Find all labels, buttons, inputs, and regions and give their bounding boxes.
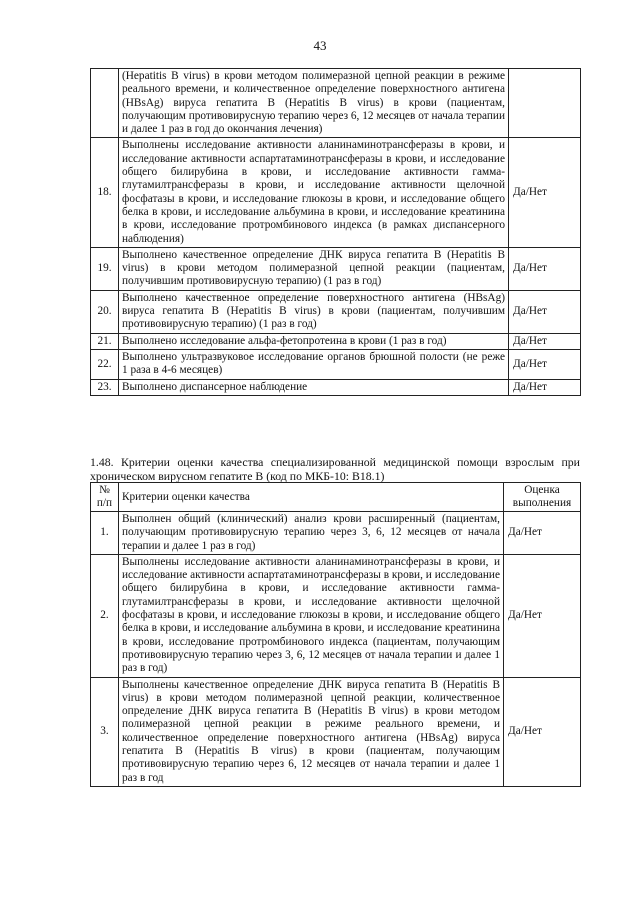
criterion-text: Выполнены исследование активности аланинаминотрансферазы в крови, и исследование активности аспартатаминотрансферазы в крови, и исследование общего билирубина в крови, и исследование активности гамма-глутамилтрансферазы в крови, и исследование активности щелочной фосфатазы в крови, и исследование глюкозы в крови, и исследование общего белка в крови, и исследование альбумина в крови, и исследование креатинина в крови, исследование протромбинового индекса (пациентам, получающим противовирусную терапию через 3, 6, 12 месяцев от начала терапии и далее 1 раз в год) xyxy=(119,554,504,677)
table-row xyxy=(91,69,581,138)
result-value: Да/Нет xyxy=(509,138,581,247)
table-row xyxy=(91,512,581,555)
row-number: 19. xyxy=(91,247,119,290)
table-row xyxy=(91,290,581,333)
column-header-result: Оценка выполнения xyxy=(504,483,581,512)
result-value: Да/Нет xyxy=(509,290,581,333)
table-row xyxy=(91,379,581,395)
table-header-row xyxy=(91,483,581,512)
table-row xyxy=(91,333,581,349)
page-number: 43 xyxy=(313,38,327,53)
section-heading: 1.48. Критерии оценки качества специализированной медицинской помощи взрослым при хроническом вирусном гепатите В (код по МКБ-10: B18.1) xyxy=(90,455,580,483)
criterion-text: Выполнено качественное определение ДНК вируса гепатита В (Hepatitis B virus) в крови методом полимеразной цепной реакции (пациентам, получившим противовирусную терапию) (1 раз в год) xyxy=(119,247,509,290)
table-row xyxy=(91,677,581,786)
result-value: Да/Нет xyxy=(509,247,581,290)
result-value: Да/Нет xyxy=(509,333,581,349)
result-value: Да/Нет xyxy=(504,512,581,555)
row-number: 3. xyxy=(91,677,119,786)
row-number: 22. xyxy=(91,349,119,379)
criterion-text: Выполнен общий (клинический) анализ крови расширенный (пациентам, получающим противовирусную терапию через 3, 6, 12 месяцев от начала терапии и далее 1 раз в год) xyxy=(119,512,504,555)
criterion-text: Выполнено качественное определение поверхностного антигена (HBsAg) вируса гепатита В (Hepatitis B virus) в крови (пациентам, получившим противовирусную терапию) (1 раз в год) xyxy=(119,290,509,333)
row-number xyxy=(91,69,119,138)
table-row xyxy=(91,349,581,379)
row-number: 18. xyxy=(91,138,119,247)
criterion-text: Выполнено исследование альфа-фетопротеина в крови (1 раз в год) xyxy=(119,333,509,349)
result-value: Да/Нет xyxy=(509,379,581,395)
criterion-text: Выполнены качественное определение ДНК вируса гепатита В (Hepatitis B virus) в крови методом полимеразной цепной реакции, количественное определение ДНК вируса гепатита В (Hepatitis B virus) в крови методом полимеразной цепной реакции в режиме реального времени, и количественное определение поверхностного антигена (HBsAg) вируса гепатита В (Hepatitis B virus) в крови (пациентам, получающим противовирусную терапию через 6, 12 месяцев от начала терапии и далее 1 раз в год xyxy=(119,677,504,786)
row-number: 2. xyxy=(91,554,119,677)
result-value xyxy=(509,69,581,138)
criterion-text: Выполнено ультразвуковое исследование органов брюшной полости (не реже 1 раза в 4-6 месяцев) xyxy=(119,349,509,379)
row-number: 23. xyxy=(91,379,119,395)
table-row xyxy=(91,554,581,677)
result-value: Да/Нет xyxy=(509,349,581,379)
row-number: 21. xyxy=(91,333,119,349)
table-row xyxy=(91,247,581,290)
criterion-text: Выполнено диспансерное наблюдение xyxy=(119,379,509,395)
criterion-text: (Hepatitis B virus) в крови методом полимеразной цепной реакции в режиме реального времени, и количественное определение поверхностного антигена (HBsAg) вируса гепатита В (Hepatitis B virus) в крови (пациентам, получающим противовирусную терапию через 6, 12 месяцев от начала терапии и далее 1 раз в год до окончания лечения) xyxy=(119,69,509,138)
result-value: Да/Нет xyxy=(504,554,581,677)
table-row xyxy=(91,138,581,247)
criterion-text: Выполнены исследование активности аланинаминотрансферазы в крови, и исследование активности аспартатаминотрансферазы в крови, и исследование общего билирубина в крови, и исследование активности гамма-глутамилтрансферазы в крови, и исследование активности щелочной фосфатазы в крови, и исследование глюкозы в крови, и исследование общего белка в крови, и исследование альбумина в крови, и исследование креатинина в крови, исследование протромбинового индекса (в рамках диспансерного наблюдения) xyxy=(119,138,509,247)
row-number: 20. xyxy=(91,290,119,333)
result-value: Да/Нет xyxy=(504,677,581,786)
column-header-number: № п/п xyxy=(91,483,119,512)
column-header-criteria: Критерии оценки качества xyxy=(119,483,504,512)
criteria-table xyxy=(90,482,581,787)
row-number: 1. xyxy=(91,512,119,555)
criteria-table-continued xyxy=(90,68,581,396)
